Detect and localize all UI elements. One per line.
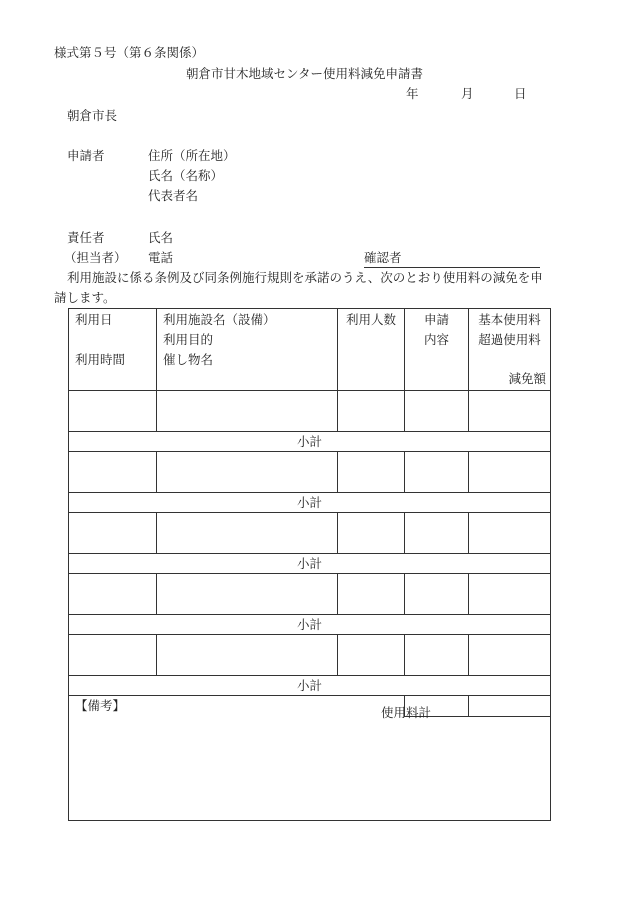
fee-input[interactable] [469,452,551,493]
content-input[interactable] [405,513,469,554]
table-row [69,574,551,615]
statement-line-1: 利用施設に係る条例及び同条例施行規則を承諾のうえ、次のとおり使用料の減免を申 [67,270,543,285]
subtotal-label: 小計 [69,676,551,696]
applicant-address-label: 住所（所在地） [148,148,236,163]
header-event: 催し物名 [163,352,214,367]
subtotal-row [69,615,551,635]
header-content-cell [405,309,469,391]
subtotal-label: 小計 [69,554,551,574]
responsible-label: 責任者 [67,230,105,245]
facility-input[interactable] [157,574,338,615]
people-input[interactable] [338,574,405,615]
total-row [69,696,551,717]
remarks-row [69,716,551,820]
content-input[interactable] [405,452,469,493]
people-input[interactable] [338,452,405,493]
subtotal-row [69,554,551,574]
fee-table [68,308,551,821]
document-title: 朝倉市甘木地域センター使用料減免申請書 [186,66,424,81]
content-input[interactable] [405,574,469,615]
date-time-input[interactable] [69,574,157,615]
content-input[interactable] [405,391,469,432]
subtotal-label: 小計 [69,615,551,635]
form-number: 様式第５号（第６条関係） [54,45,205,60]
responsible-phone-label: 電話 [148,250,174,265]
header-people-cell [338,309,405,391]
content-input[interactable] [405,635,469,676]
responsible-sublabel: （担当者） [64,250,127,265]
date-time-input[interactable] [69,452,157,493]
header-people: 利用人数 [345,312,396,327]
subtotal-row [69,493,551,513]
subtotal-row [69,432,551,452]
header-date-time-cell [69,309,157,391]
header-content-1: 申請 [423,312,449,327]
applicant-name-label: 氏名（名称） [148,168,224,183]
subtotal-label: 小計 [69,493,551,513]
subtotal-label: 小計 [69,432,551,452]
facility-input[interactable] [157,513,338,554]
date-time-input[interactable] [69,391,157,432]
subtotal-row [69,676,551,696]
date-year-label: 年 [406,86,419,101]
header-facility-cell [157,309,338,391]
table-header-row [69,309,551,391]
confirmer-label: 確認者 [364,252,540,268]
fee-input[interactable] [469,574,551,615]
people-input[interactable] [338,635,405,676]
fee-input[interactable] [469,391,551,432]
fee-input[interactable] [469,513,551,554]
applicant-label: 申請者 [67,148,105,163]
header-purpose: 利用目的 [163,332,214,347]
date-day-label: 日 [514,86,527,101]
header-date: 利用日 [75,312,113,327]
facility-input[interactable] [157,452,338,493]
remarks-area[interactable] [69,716,551,820]
confirmer-field [364,252,540,268]
applicant-representative-label: 代表者名 [148,188,199,203]
table-row [69,513,551,554]
table-row [69,452,551,493]
total-value-cell[interactable] [469,696,551,717]
total-label: 使用料計 [380,705,431,720]
table-row [69,635,551,676]
header-excess-fee: 超過使用料 [478,332,541,347]
people-input[interactable] [338,513,405,554]
header-fees-cell [469,309,551,391]
statement-line-2: 請します。 [54,290,116,305]
header-facility: 利用施設名（設備） [163,312,276,327]
facility-input[interactable] [157,391,338,432]
date-time-input[interactable] [69,513,157,554]
remarks-cell [69,696,405,717]
table-row [69,391,551,432]
people-input[interactable] [338,391,405,432]
header-content-2: 内容 [423,332,449,347]
date-month-label: 月 [461,86,474,101]
date-time-input[interactable] [69,635,157,676]
remarks-label: 【備考】 [75,698,126,713]
header-time: 利用時間 [75,352,126,367]
header-reduction: 減免額 [508,371,546,386]
facility-input[interactable] [157,635,338,676]
fee-input[interactable] [469,635,551,676]
header-base-fee: 基本使用料 [478,312,541,327]
responsible-name-label: 氏名 [148,230,174,245]
addressee: 朝倉市長 [67,108,118,123]
